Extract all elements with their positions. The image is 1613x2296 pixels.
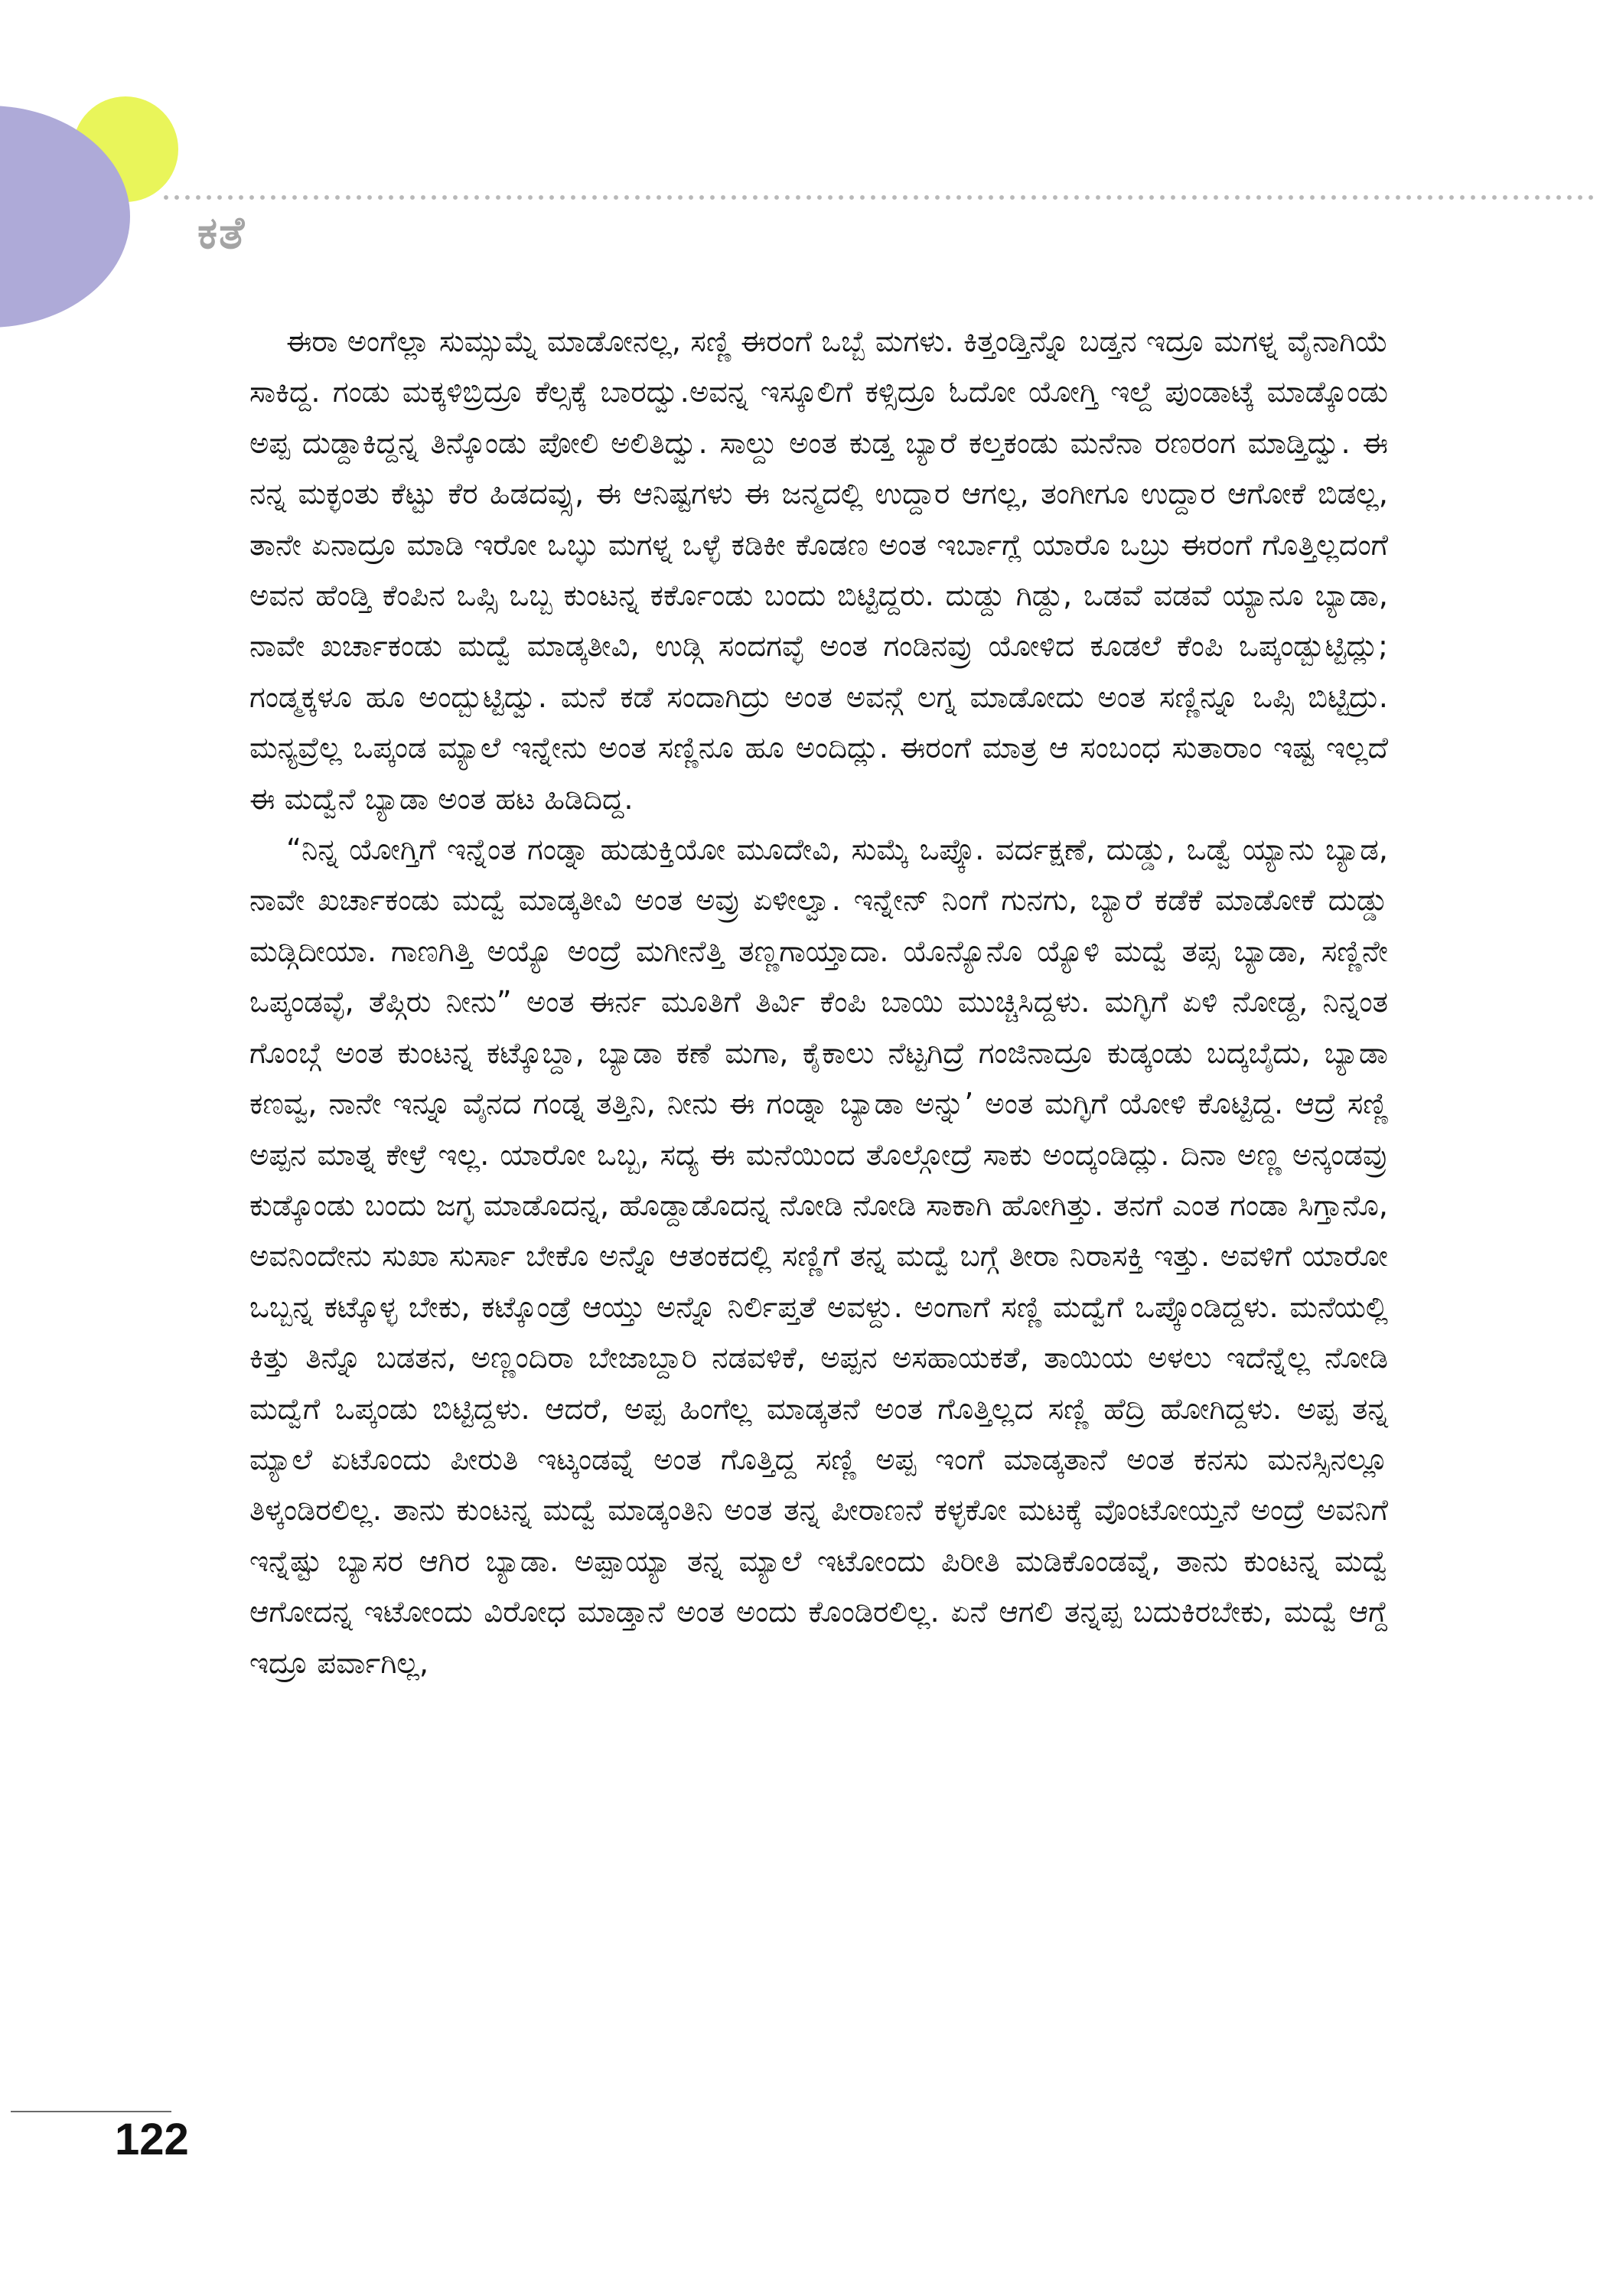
dotted-header-rule xyxy=(161,194,1599,201)
story-body xyxy=(249,317,1388,1689)
section-label: ಕತೆ xyxy=(197,207,246,259)
paragraph: ಈರಾ ಅಂಗೆಲ್ಲಾ ಸುಮ್ಸುಮ್ನೆ ಮಾಡೋನಲ್ಲ, ಸಣ್ಣಿ ಈರಂಗೆ ಒಬ್ಬೆ ಮಗಳು. ಕಿತ್ತಂಡ್ತಿನ್ನೊ ಬಡ್ತನ ಇದ್ರೂ ಮಗಳ್ನ ವೈನಾಗಿಯೆ ಸಾಕಿದ್ದ. ಗಂಡು ಮಕ್ಕಳಿಬ್ರಿದ್ರೂ ಕೆಲ್ಸಕ್ಕೆ ಬಾರದ್ವು.ಅವನ್ನ ಇಸ್ಕೂಲಿಗೆ ಕಳ್ಸಿದ್ರೂ ಓದೋ ಯೋಗ್ತಿ ಇಲ್ದೆ ಪುಂಡಾಟ್ಕೆ ಮಾಡ್ಕೊಂಡು ಅಪ್ಪ ದುಡ್ದಾಕಿದ್ದನ್ನ ತಿನ್ಕೊಂಡು ಪೋಲಿ ಅಲಿತಿದ್ವು. ಸಾಲ್ದು ಅಂತ ಕುಡ್ತ ಬ್ಯಾರೆ ಕಲ್ತಕಂಡು ಮನೆನಾ ರಣರಂಗ ಮಾಡ್ತಿದ್ವು. ಈ ನನ್ನ ಮಕ್ಳಂತು ಕೆಟ್ಟು ಕೆರ ಹಿಡದವ್ಸು, ಈ ಆನಿಷ್ಟಗಳು ಈ ಜನ್ಮದಲ್ಲಿ ಉದ್ದಾರ ಆಗಲ್ಲ, ತಂಗೀಗೂ ಉದ್ದಾರ ಆಗೋಕೆ ಬಿಡಲ್ಲ, ತಾನೇ ಏನಾದ್ರೂ ಮಾಡಿ ಇರೋ ಒಬ್ಳು ಮಗಳ್ನ ಒಳ್ಳೆ ಕಡಿಕೀ ಕೊಡಣ ಅಂತ ಇರ್ಬಾಗ್ಲೆ ಯಾರೊ ಒಬ್ರು ಈರಂಗೆ ಗೊತ್ತಿಲ್ಲದಂಗೆ ಅವನ ಹೆಂಡ್ತಿ ಕೆಂಪಿನ ಒಪ್ಸಿ ಒಬ್ಬ ಕುಂಟನ್ನ ಕರ್ಕೊಂಡು ಬಂದು ಬಿಟ್ಟಿದ್ದರು. ದುಡ್ದು ಗಿಡ್ದು, ಒಡವೆ ವಡವೆ ಯ್ಯಾನೂ ಬ್ಯಾಡಾ, ನಾವೇ ಖರ್ಚಾಕಂಡು ಮದ್ವೆ ಮಾಡ್ಕತೀವಿ, ಉಡ್ಗಿ ಸಂದಗವ್ಳೆ ಅಂತ ಗಂಡಿನವ್ರು ಯೋಳಿದ ಕೂಡಲೆ ಕೆಂಪಿ ಒಪ್ಕಂಡ್ಬುಟ್ಟಿದ್ಲು; ಗಂಡ್ಮಕ್ಕಳೂ ಹೂ ಅಂದ್ಬುಟ್ಟಿದ್ವು. ಮನೆ ಕಡೆ ಸಂದಾಗಿದ್ರು ಅಂತ ಅವನ್ಗೆ ಲಗ್ನ ಮಾಡೋದು ಅಂತ ಸಣ್ಣಿನ್ನೂ ಒಪ್ಸಿ ಬಿಟ್ಟಿದ್ರು. ಮನ್ಯವ್ರೆಲ್ಲ ಒಪ್ಕಂಡ ಮ್ಯಾಲೆ ಇನ್ನೇನು ಅಂತ ಸಣ್ಣಿನೂ ಹೂ ಅಂದಿದ್ಲು. ಈರಂಗೆ ಮಾತ್ರ ಆ ಸಂಬಂಧ ಸುತಾರಾಂ ಇಷ್ಟ ಇಲ್ಲದೆ ಈ ಮದ್ವೆನೆ ಬ್ಯಾಡಾ ಅಂತ ಹಟ ಹಿಡಿದಿದ್ದ. xyxy=(249,325,1388,817)
paragraph: “ನಿನ್ನ ಯೋಗ್ತಿಗೆ ಇನ್ನೆಂತ ಗಂಡ್ನಾ ಹುಡುಕ್ತಿಯೋ ಮೂದೇವಿ, ಸುಮ್ಕೆ ಒಪ್ಕೊ. ವರ್ದಕ್ಷಣೆ, ದುಡ್ಡು, ಒಡ್ವೆ ಯ್ಯಾನು ಬ್ಯಾಡ, ನಾವೇ ಖರ್ಚಾಕಂಡು ಮದ್ವೆ ಮಾಡ್ಕತೀವಿ ಅಂತ ಅವ್ರು ಏಳೀಲ್ವಾ. ಇನ್ನೇನ್ ನಿಂಗೆ ಗುನಗು, ಬ್ಯಾರೆ ಕಡೆಕೆ ಮಾಡೋಕೆ ದುಡ್ಡು ಮಡ್ಗಿದೀಯಾ. ಗಾಣಗಿತ್ತಿ ಅಯ್ಯೊ ಅಂದ್ರೆ ಮಗೀನೆತ್ತಿ ತಣ್ಣಗಾಯ್ತಾದಾ. ಯೊನ್ಯೊನೊ ಯ್ಯೊಳಿ ಮದ್ವೆ ತಪ್ಸ ಬ್ಯಾಡಾ, ಸಣ್ಣಿನೇ ಒಪ್ಕಂಡವ್ಳೆ, ತೆಪ್ಗಿರು ನೀನು” ಅಂತ ಈರ್ನ ಮೂತಿಗೆ ತಿರ್ವಿ ಕೆಂಪಿ ಬಾಯಿ ಮುಚ್ಚಿಸಿದ್ದಳು. ಮಗ್ಳಿಗೆ ಏಳಿ ನೋಡ್ದ, ನಿನ್ನಂತ ಗೊಂಬ್ಗೆ ಅಂತ ಕುಂಟನ್ನ ಕಟ್ಕೊಬ್ದಾ, ಬ್ಯಾಡಾ ಕಣೆ ಮಗಾ, ಕೈಕಾಲು ನೆಟ್ಟಗಿದ್ರೆ ಗಂಜಿನಾದ್ರೂ ಕುಡ್ಕಂಡು ಬದ್ಕಬೈದು, ಬ್ಯಾಡಾ ಕಣವ್ವ, ನಾನೇ ಇನ್ನೂ ವೈನದ ಗಂಡ್ನ ತತ್ತಿನಿ, ನೀನು ಈ ಗಂಡ್ನಾ ಬ್ಯಾಡಾ ಅನ್ನು’ ಅಂತ ಮಗ್ಳಿಗೆ ಯೋಳಿ ಕೊಟ್ಟಿದ್ದ. ಆದ್ರೆ ಸಣ್ಣಿ ಅಪ್ಪನ ಮಾತ್ನ ಕೇಳ್ರೆ ಇಲ್ಲ. ಯಾರೋ ಒಬ್ಬ, ಸದ್ಯ ಈ ಮನೆಯಿಂದ ತೊಲ್ಗೋದ್ರೆ ಸಾಕು ಅಂದ್ಕಂಡಿದ್ಲು. ದಿನಾ ಅಣ್ಣ ಅನ್ಕಂಡವ್ರು ಕುಡ್ಕೊಂಡು ಬಂದು ಜಗ್ಳ ಮಾಡೊದನ್ನ, ಹೊಡ್ದಾಡೊದನ್ನ ನೋಡಿ ನೋಡಿ ಸಾಕಾಗಿ ಹೋಗಿತ್ತು. ತನಗೆ ಎಂತ ಗಂಡಾ ಸಿಗ್ತಾನೊ, ಅವನಿಂದೇನು ಸುಖಾ ಸುರ್ಸಾ ಬೇಕೊ ಅನ್ನೊ ಆತಂಕದಲ್ಲಿ ಸಣ್ಣಿಗೆ ತನ್ನ ಮದ್ವೆ ಬಗ್ಗೆ ತೀರಾ ನಿರಾಸಕ್ತಿ ಇತ್ತು. ಅವಳಿಗೆ ಯಾರೋ ಒಬ್ಬನ್ನ ಕಟ್ಕೊಳ್ಳ ಬೇಕು, ಕಟ್ಕೊಂಡ್ರೆ ಆಯ್ತು ಅನ್ನೊ ನಿರ್ಲಿಪ್ತತೆ ಅವಳ್ದು. ಅಂಗಾಗೆ ಸಣ್ಣಿ ಮದ್ವೆಗೆ ಒಪ್ಕೊಂಡಿದ್ದಳು. ಮನೆಯಲ್ಲಿ ಕಿತ್ತು ತಿನ್ನೊ ಬಡತನ, ಅಣ್ಣಂದಿರಾ ಬೇಜಾಬ್ದಾರಿ ನಡವಳಿಕೆ, ಅಪ್ಪನ ಅಸಹಾಯಕತೆ, ತಾಯಿಯ ಅಳಲು ಇದೆನ್ನೆಲ್ಲ ನೋಡಿ ಮದ್ವೆಗೆ ಒಪ್ಕಂಡು ಬಿಟ್ಟಿದ್ದಳು. ಆದರೆ, ಅಪ್ಪ ಹಿಂಗೆಲ್ಲ ಮಾಡ್ಕತನೆ ಅಂತ ಗೊತ್ತಿಲ್ಲದ ಸಣ್ಣಿ ಹೆದ್ರಿ ಹೋಗಿದ್ದಳು. ಅಪ್ಪ ತನ್ನ ಮ್ಯಾಲೆ ಏಟೊಂದು ಪೀರುತಿ ಇಟ್ಕಂಡವ್ನೆ ಅಂತ ಗೊತ್ತಿದ್ದ ಸಣ್ಣಿ ಅಪ್ಪ ಇಂಗೆ ಮಾಡ್ಕತಾನೆ ಅಂತ ಕನಸು ಮನಸ್ಸಿನಲ್ಲೂ ತಿಳ್ಕಂಡಿರಲಿಲ್ಲ. ತಾನು ಕುಂಟನ್ನ ಮದ್ವೆ ಮಾಡ್ಕಂತಿನಿ ಅಂತ ತನ್ನ ಪೀರಾಣನೆ ಕಳ್ಳಕೋ ಮಟಕ್ಕೆ ವೊಂಟೋಯ್ತನೆ ಅಂದ್ರೆ ಅವನಿಗೆ ಇನ್ನೆಷ್ಟು ಬ್ಯಾಸರ ಆಗಿರ ಬ್ಯಾಡಾ. ಅಪ್ಪಾಯ್ಯಾ ತನ್ನ ಮ್ಯಾಲೆ ಇಟೋಂದು ಪಿರೀತಿ ಮಡಿಕೊಂಡವ್ನೆ, ತಾನು ಕುಂಟನ್ನ ಮದ್ವೆ ಆಗೋದನ್ನ ಇಟೋಂದು ವಿರೋಧ ಮಾಡ್ತಾನೆ ಅಂತ ಅಂದು ಕೊಂಡಿರಲಿಲ್ಲ. ಏನೆ ಆಗಲಿ ತನ್ನಪ್ಪ ಬದುಕಿರಬೇಕು, ಮದ್ವೆ ಆಗ್ದೆ ಇದ್ರೂ ಪರ್ವಾಗಿಲ್ಲ, xyxy=(249,833,1388,1681)
page-number: 122 xyxy=(115,2115,189,2164)
footer-rule xyxy=(11,2111,171,2112)
